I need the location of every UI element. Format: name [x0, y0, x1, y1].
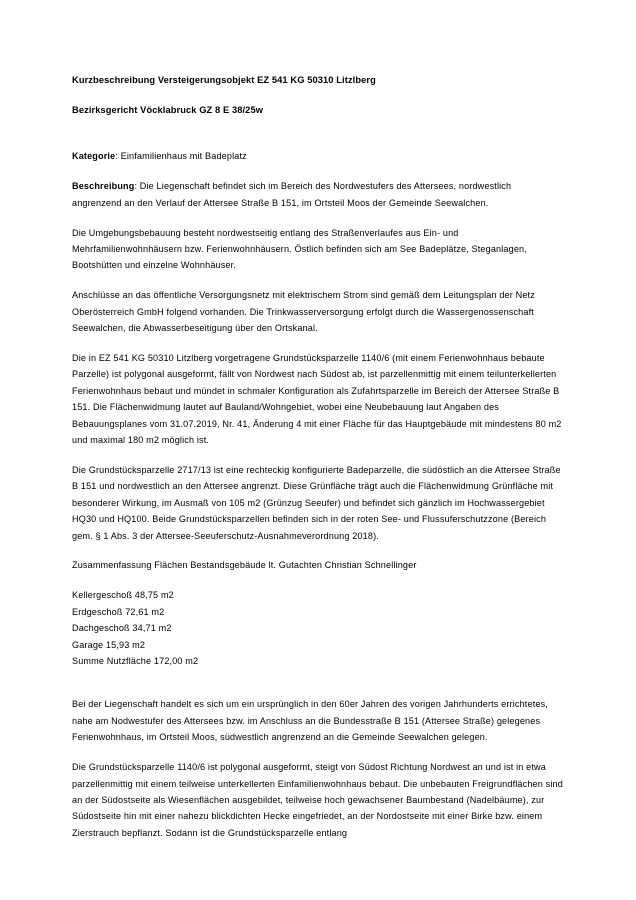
document-title-line-2: Bezirksgericht Vöcklabruck GZ 8 E 38/25w: [72, 104, 264, 115]
beschreibung-paragraph: [72, 178, 563, 211]
zusammenfassung-heading: Zusammenfassung Flächen Bestandsgebäude lt. Gutachten Christian Schnellinger: [72, 560, 417, 571]
area-line-summe-nutzflaeche: Summe Nutzfläche 172,00 m2: [72, 655, 199, 666]
paragraph-liegenschaft-historie: Bei der Liegenschaft handelt es sich um ein ursprünglich in den 60er Jahren des vorigen Jahrhunderts errichtetes, nahe am Nodwestufer des Attersees bzw. im Anschluss an die Bundesstraße B 151 (Attersee Straße) gelegenes Ferienwohnhaus, im Ortsteil Moos, südwestlich angrenzend an die Gemeinde Seewalchen gelegen.: [72, 699, 548, 743]
kategorie-paragraph: [72, 148, 563, 164]
kategorie-value: : Einfamilienhaus mit Badeplatz: [115, 151, 247, 162]
paragraph-anschluesse: Anschlüsse an das öffentliche Versorgungsnetz mit elektrischem Strom sind gemäß dem Leitungsplan der Netz Oberösterreich GmbH folgend vorhanden. Die Trinkwasserversorgung erfolgt durch die Wassergenossenschaft Seewalchen, die Abwasserbeseitigung über den Ortskanal.: [72, 290, 535, 334]
area-line-erdgeschoss: Erdgeschoß 72,61 m2: [72, 606, 165, 617]
document-body: [72, 72, 563, 841]
area-line-dachgeschoss: Dachgeschoß 34,71 m2: [72, 623, 172, 634]
document-title-line-1: Kurzbeschreibung Versteigerungsobjekt EZ 541 KG 50310 Litzlberg: [72, 75, 376, 85]
beschreibung-label: Beschreibung: [72, 181, 135, 192]
zusammenfassung-spacer: [72, 574, 563, 588]
paragraph-umgebungsbebauung: Die Umgebungsbebauung besteht nordwestseitig entlang des Straßenverlaufes aus Ein- und Mehrfamilienwohnhäusern bzw. Ferienwohnhäusern. Östlich befinden sich am See Badeplätze, Steganlagen, Bootshütten und einzelne Wohnhäuser.: [72, 227, 527, 271]
paragraph-parzelle-1140-6: Die in EZ 541 KG 50310 Litzlberg vorgetragene Grundstücksparzelle 1140/6 (mit einem Ferienwohnhaus bebaute Parzelle) ist polygonal ausgeformt, fällt von Nordwest nach Südost ab, ist parzellenmittig mit einem teilunterkellerten Ferienwohnhaus bebaut und mündet in schmaler Konfiguration als Zufahrtsparzelle im Bereich der Attersee Straße B 151. Die Flächenwidmung lautet auf Bauland/Wohngebiet, wobei eine Neubebauung laut Angaben des Bebauungsplanes vom 31.07.2019, Nr. 41, Änderung 4 mit einer Fläche für das Hauptgebäude mit mindestens 80 m2 und maximal 180 m2 möglich ist.: [72, 352, 562, 445]
area-line-kellergeschoss: Kellergeschoß 48,75 m2: [72, 590, 174, 601]
area-list: [72, 587, 563, 669]
area-line-garage: Garage 15,93 m2: [72, 639, 146, 650]
paragraph-parzelle-beschreibung: Die Grundstücksparzelle 1140/6 ist polygonal ausgeformt, steigt von Südost Richtung Nordwest an und ist in etwa parzellenmittig mit einem teilweise unterkellerten Einfamilienwohnhaus bebaut. Die unbebauten Freigrundflächen sind an der Südostseite als Wiesenflächen ausgebildet, teilweise hoch gewachsener Baumbestand (Nadelbäume), zur Südostseite hin mit einer nahezu blickdichten Hecke eingefriedet, an der Nordostseite mit einer Birke bzw. einem Zierstrauch bepflanzt. Sodann ist die Grundstücksparzelle entlang: [72, 762, 563, 838]
paragraph-parzelle-2717-13: Die Grundstücksparzelle 2717/13 ist eine rechteckig konfigurierte Badeparzelle, die südöstlich an die Attersee Straße B 151 und nordwestlich an den Attersee angrenzt. Diese Grünfläche trägt auch die Flächenwidmung Grünfläche mit besonderer Wirkung, im Ausmaß von 105 m2 (Grünzug Seeufer) und befindet sich gänzlich im Hochwassergebiet HQ30 und HQ100. Beide Grundstücksparzellen befinden sich in der roten See- und Flussuferschutzzone (Bereich gem. § 1 Abs. 3 der Attersee-Seeuferschutz-Ausnahmeverordnung 2018).: [72, 464, 561, 541]
area-list-spacer: [72, 683, 563, 697]
kategorie-label: Kategorie: [72, 151, 116, 162]
beschreibung-value: : Die Liegenschaft befindet sich im Bereich des Nordwestufers des Attersees, nordwestlich angrenzend an den Verlauf der Attersee Straße B 151, im Ortsteil Moos der Gemeinde Seewalchen.: [72, 181, 512, 208]
title-spacer: [72, 118, 563, 148]
